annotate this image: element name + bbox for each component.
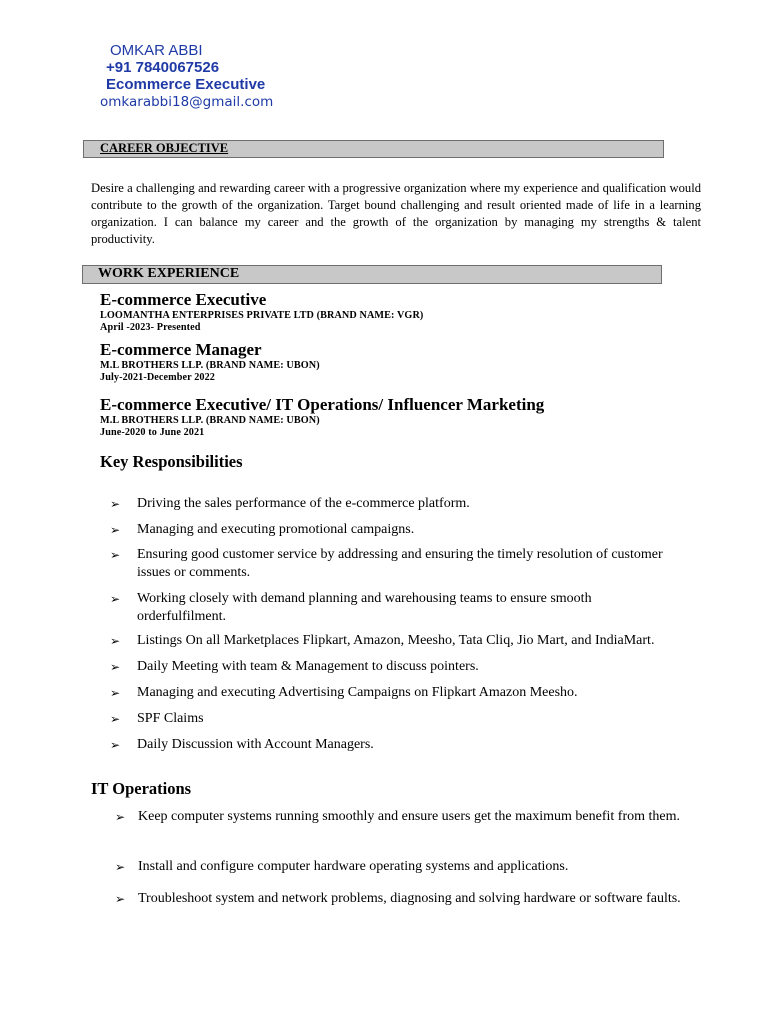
bullet-arrow-icon: ➢ [110,592,121,606]
job-company: LOOMANTHA ENTERPRISES PRIVATE LTD (BRAND NAME: VGR) [100,310,424,321]
responsibility-text: Managing and executing promotional campaigns. [137,522,415,537]
key-responsibilities-heading: Key Responsibilities [100,452,243,471]
responsibility-text: Ensuring good customer service by addressing and ensuring the timely resolution of customer issues or comments. [137,547,663,580]
candidate-name: OMKAR ABBI [110,42,203,59]
bullet-arrow-icon: ➢ [110,686,121,700]
list-item [110,632,750,650]
list-item [115,808,715,826]
responsibility-text: Listings On all Marketplaces Flipkart, Amazon, Meesho, Tata Cliq, Jio Mart, and IndiaMart. [137,633,655,648]
candidate-email: omkarabbi18@gmail.com [100,94,274,110]
list-item [110,710,730,728]
bullet-arrow-icon: ➢ [110,712,121,726]
job-title: E-commerce Manager [100,340,262,359]
career-objective-text: Desire a challenging and rewarding career with a progressive organization where my experience and qualification would contribute to the growth of the organization. Target bound challenging and result oriented made of life in a learning organization. I can balance my career and the growth of the organization by managing my strengths & talent productivity. [91,181,701,246]
responsibility-text: Managing and executing Advertising Campaigns on Flipkart Amazon Meesho. [137,685,578,700]
bullet-arrow-icon: ➢ [115,892,126,906]
list-item [110,684,730,702]
work-experience-bar [82,265,662,284]
job-title: E-commerce Executive/ IT Operations/ Influencer Marketing [100,395,545,414]
responsibility-text: Daily Meeting with team & Management to discuss pointers. [137,659,479,674]
job-title: E-commerce Executive [100,290,267,309]
candidate-phone: +91 7840067526 [106,59,220,76]
job-dates: July-2021-December 2022 [100,372,215,383]
it-operations-text: Keep computer systems running smoothly and ensure users get the maximum benefit from them. [138,809,680,824]
it-operations-text: Install and configure computer hardware operating systems and applications. [138,859,569,874]
list-item [110,658,730,676]
job-company: M.L BROTHERS LLP. (BRAND NAME: UBON) [100,415,320,426]
bullet-arrow-icon: ➢ [115,810,126,824]
bullet-arrow-icon: ➢ [110,497,121,511]
list-item [110,590,670,626]
it-operations-text: Troubleshoot system and network problems, diagnosing and solving hardware or software faults. [138,891,681,906]
bullet-arrow-icon: ➢ [110,523,121,537]
bullet-arrow-icon: ➢ [110,548,121,562]
list-item [110,546,670,582]
list-item [115,858,715,876]
responsibility-text: SPF Claims [137,711,204,726]
bullet-arrow-icon: ➢ [110,738,121,752]
career-objective-heading: CAREER OBJECTIVE [100,141,229,155]
bullet-arrow-icon: ➢ [110,660,121,674]
list-item [110,495,730,513]
responsibility-text: Daily Discussion with Account Managers. [137,737,374,752]
responsibility-text: Driving the sales performance of the e-commerce platform. [137,496,470,511]
responsibility-text: Working closely with demand planning and warehousing teams to ensure smooth orderfulfilment. [137,591,592,624]
list-item [110,736,730,754]
bullet-arrow-icon: ➢ [115,860,126,874]
bullet-arrow-icon: ➢ [110,634,121,648]
job-dates: April -2023- Presented [100,322,201,333]
list-item [110,521,730,539]
it-operations-heading: IT Operations [91,779,192,798]
list-item [115,890,715,908]
job-company: M.L BROTHERS LLP. (BRAND NAME: UBON) [100,360,320,371]
work-experience-heading: WORK EXPERIENCE [98,266,240,281]
career-objective-bar [83,140,664,158]
job-dates: June-2020 to June 2021 [100,427,205,438]
candidate-role: Ecommerce Executive [106,76,266,93]
